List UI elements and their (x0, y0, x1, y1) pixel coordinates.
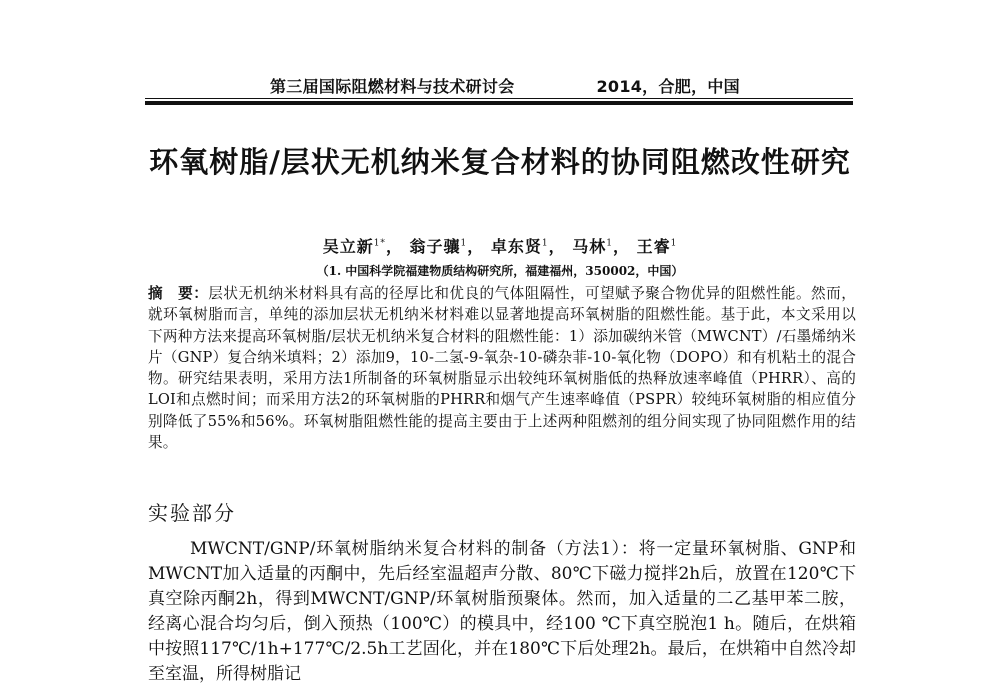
author-separator: ， (612, 237, 630, 256)
header-rule (145, 98, 853, 99)
author-affiliation-mark: 1* (373, 238, 386, 249)
section-heading: 实验部分 (148, 501, 236, 525)
author-list (140, 234, 860, 257)
conference-date-place: 2014，合肥，中国 (596, 77, 740, 96)
author-affiliation-mark: 1 (606, 238, 613, 249)
header-rule-thick (145, 101, 853, 105)
author-affiliation-mark: 1 (670, 238, 678, 249)
author-affiliation: （1. 中国科学院福建物质结构研究所，福建福州，350002，中国） (316, 264, 684, 278)
author-separator: ， (548, 237, 566, 256)
paper-title: 环氧树脂/层状无机纳米复合材料的协同阻燃改性研究 (149, 145, 851, 179)
author-name: 卓东贤 (490, 237, 542, 256)
abstract-label: 摘 要： (148, 285, 209, 302)
abstract (148, 283, 856, 453)
author-separator: ， (385, 237, 403, 256)
body-paragraph: MWCNT/GNP/环氧树脂纳米复合材料的制备（方法1）：将一定量环氧树脂、GNP和MWCNT加入适量的丙酮中，先后经室温超声分散、80℃下磁力搅拌2h后，放置在120℃下真空除丙酮2h，得到MWCNT/GNP/环氧树脂预聚体。然而，加入适量的二乙基甲苯二胺，经离心混合均匀后，倒入预热（100℃）的模具中，经100 ℃下真空脱泡1 h。随后，在烘箱中按照117℃/1h+177℃/2.5h工艺固化，并在180℃下后处理2h。最后，在烘箱中自然冷却至室温，所得树脂记 (148, 539, 856, 684)
author-affiliation-mark: 1 (541, 238, 549, 249)
abstract-text: 层状无机纳米材料具有高的径厚比和优良的气体阻隔性，可望赋予聚合物优异的阻燃性能。然而，就环氧树脂而言，单纯的添加层状无机纳米材料难以显著地提高环氧树脂的阻燃性能。基于此，本文采用以下两种方法来提高环氧树脂/层状无机纳米复合材料的阻燃性能：1）添加碳纳米管（MWCNT）/石墨烯纳米片（GNP）复合纳米填料；2）添加9，10-二氢-9-氧杂-10-磷杂菲-10-氧化物（DOPO）和有机粘土的混合物。研究结果表明，采用方法1所制备的环氧树脂显示出较纯环氧树脂低的热释放速率峰值（PHRR）、高的LOI和点燃时间；而采用方法2的环氧树脂的PHRR和烟气产生速率峰值（PSPR）较纯环氧树脂的相应值分别降低了55%和56%。环氧树脂阻燃性能的提高主要由于上述两种阻燃剂的组分间实现了协同阻燃作用的结果。 (148, 285, 856, 452)
author-name: 翁子骧 (409, 237, 461, 256)
conference-name: 第三届国际阻燃材料与技术研讨会 (270, 77, 515, 96)
author-name: 马林 (572, 237, 607, 256)
running-header (270, 74, 740, 97)
author-name: 王睿 (636, 237, 671, 256)
author-separator: ， (467, 237, 485, 256)
author-affiliation-mark: 1 (460, 238, 468, 249)
author-name: 吴立新 (322, 237, 374, 256)
